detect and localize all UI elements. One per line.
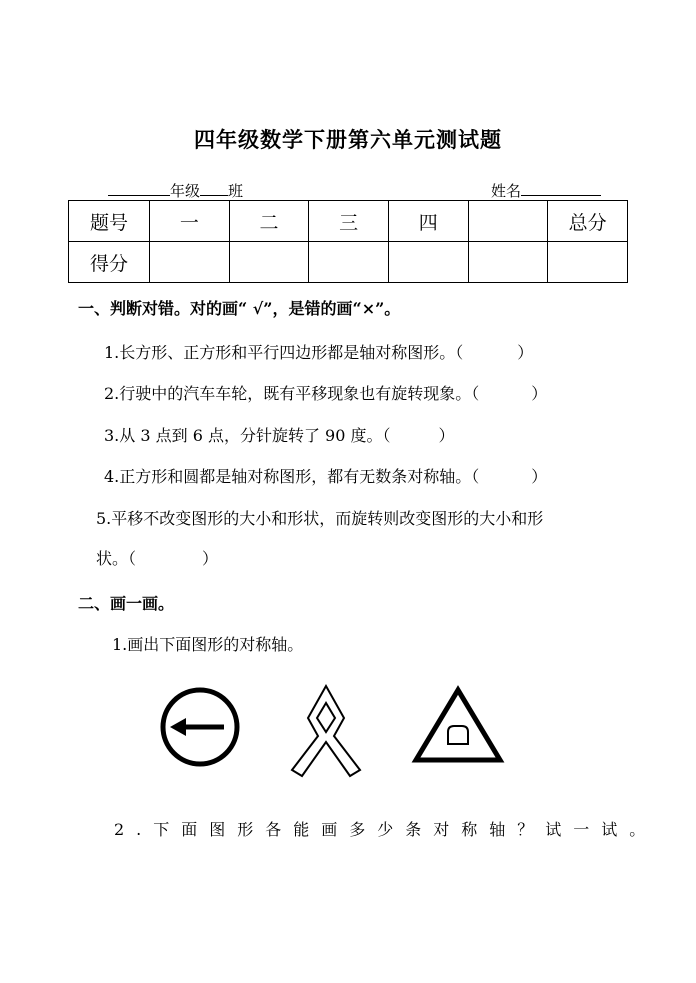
header-cell: 三 xyxy=(309,201,389,242)
score-table-header-row xyxy=(69,201,628,242)
question-text: 2.行驶中的汽车车轮，既有平移现象也有旋转现象。 xyxy=(104,384,472,403)
grade-class-line xyxy=(108,180,243,201)
answer-paren[interactable]: （ ） xyxy=(455,343,534,362)
question-1-5: 5.平移不改变图形的大小和形状，而旋转则改变图形的大小和形 xyxy=(96,509,544,528)
score-cell[interactable] xyxy=(229,242,309,283)
question-text: 4.正方形和圆都是轴对称图形，都有无数条对称轴。 xyxy=(104,467,472,486)
header-cell: 一 xyxy=(150,201,230,242)
section2-heading: 二、画一画。 xyxy=(78,594,175,613)
question-1-4 xyxy=(104,464,547,487)
grade-label: 年级 xyxy=(170,182,201,200)
question-1-2 xyxy=(104,381,547,404)
answer-paren[interactable]: （ ） xyxy=(471,384,548,403)
question-text: 1.长方形、正方形和平行四边形都是轴对称图形。 xyxy=(104,343,456,362)
answer-paren[interactable]: （ ） xyxy=(128,549,219,568)
question-1-1 xyxy=(104,340,533,363)
header-cell xyxy=(468,201,548,242)
answer-paren[interactable]: （ ） xyxy=(382,426,455,445)
diamond-ribbon-shape xyxy=(292,686,360,776)
class-blank[interactable] xyxy=(200,181,228,196)
score-row-label: 得分 xyxy=(69,242,150,283)
name-line xyxy=(491,180,601,201)
header-cell: 二 xyxy=(229,201,309,242)
section1-heading: 一、判断对错。对的画“ √”，是错的画“×”。 xyxy=(78,299,401,318)
left-arrow-circle-icon xyxy=(163,690,237,764)
score-table-score-row xyxy=(69,242,628,283)
header-cell: 四 xyxy=(388,201,468,242)
score-cell[interactable] xyxy=(468,242,548,283)
question-1-5-cont xyxy=(96,546,218,569)
score-cell[interactable] xyxy=(388,242,468,283)
score-cell[interactable] xyxy=(150,242,230,283)
name-label: 姓名 xyxy=(491,182,522,200)
class-label: 班 xyxy=(228,182,244,200)
question-2-2: 2.下面图形各能画多少条对称轴？试一试。 xyxy=(114,820,658,839)
score-cell[interactable] xyxy=(309,242,389,283)
figures-row xyxy=(150,678,530,788)
score-table xyxy=(68,200,628,283)
page-title: 四年级数学下册第六单元测试题 xyxy=(194,127,502,152)
question-text: 3.从 3 点到 6 点，分针旋转了 90 度。 xyxy=(104,426,383,445)
answer-paren[interactable]: （ ） xyxy=(471,467,548,486)
name-blank[interactable] xyxy=(521,181,601,196)
score-cell[interactable] xyxy=(548,242,628,283)
header-cell: 题号 xyxy=(69,201,150,242)
question-1-3 xyxy=(104,423,455,446)
header-cell: 总分 xyxy=(548,201,628,242)
question-2-1: 1.画出下面图形的对称轴。 xyxy=(112,635,304,654)
triangle-arch-shape xyxy=(416,690,500,760)
question-text: 状。 xyxy=(96,549,129,568)
grade-blank[interactable] xyxy=(108,181,170,196)
